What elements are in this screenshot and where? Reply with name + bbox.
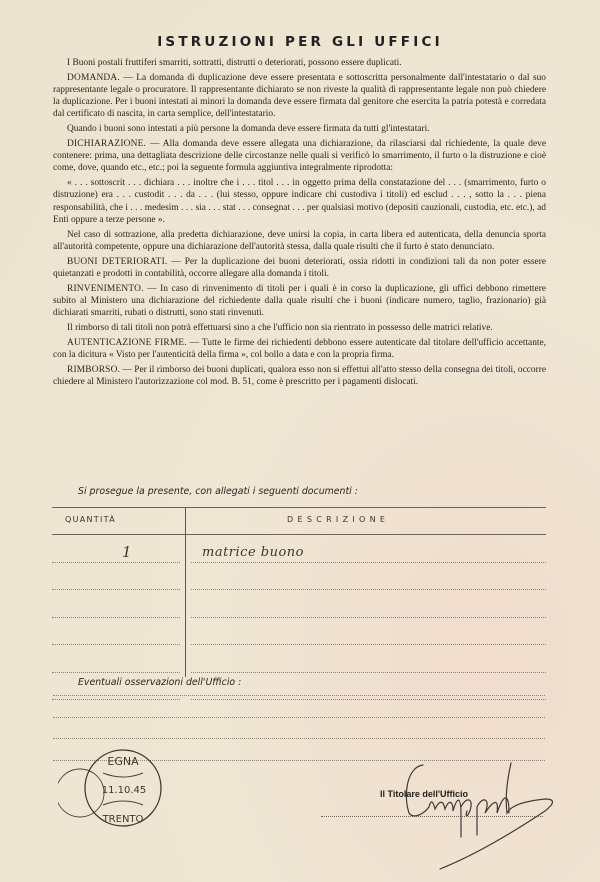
paragraph-text: — La domanda di duplicazione deve essere presentata e sottoscritta personalmente dall'intestatario o dal suo rappresentante legale o procuratore. Il rappresentante dichiarato se non riveste la qualità di rappresentante legale non può chiedere la duplicazione. Per i buoni intestati ai minori la domanda deve essere firmata dal genitore che esercita la patria potestà e corredata dal certificato di nascita, in carta semplice, dell'intestatario. xyxy=(53,72,546,120)
paragraph-heading: RINVENIMENTO. xyxy=(67,283,144,294)
header-bottom-rule xyxy=(52,534,546,535)
column-header-descrizione: DESCRIZIONE xyxy=(287,515,390,524)
instruction-paragraph xyxy=(53,72,546,121)
postmark-stamp xyxy=(58,745,178,835)
stamp-lower-arc xyxy=(103,801,143,805)
description-line[interactable] xyxy=(191,617,546,618)
description-line[interactable] xyxy=(191,562,546,563)
signature-label: Il Titolare dell'Ufficio xyxy=(380,789,468,799)
stamp-town: EGNA xyxy=(107,755,139,768)
quantity-line[interactable] xyxy=(52,672,180,673)
document-title: ISTRUZIONI PER GLI UFFICI xyxy=(157,34,443,50)
observation-line[interactable] xyxy=(53,738,545,739)
paragraph-heading: DICHIARAZIONE. xyxy=(67,139,147,149)
description-line[interactable] xyxy=(191,699,546,700)
quantity-value: 1 xyxy=(122,542,132,561)
table-top-rule xyxy=(52,507,546,508)
description-line[interactable] xyxy=(191,589,546,590)
paragraph-heading: DOMANDA. xyxy=(67,72,120,83)
stamp-upper-arc xyxy=(103,773,143,777)
paragraph-heading: AUTENTICAZIONE FIRME. xyxy=(67,337,187,348)
quantity-line[interactable] xyxy=(52,617,180,618)
quantity-line[interactable] xyxy=(52,562,180,563)
quantity-line[interactable] xyxy=(52,644,180,645)
instruction-paragraph xyxy=(53,364,546,388)
instruction-paragraph xyxy=(53,283,546,320)
paragraph-text: — Per la duplicazione dei buoni deteriorati, ossia ridotti in condizioni tali da non poter essere quietanzati e prodotti in contabilità, occorre allegare alla domanda i titoli. xyxy=(53,256,546,279)
paragraph-text: « . . . sottoscrit . . . dichiara . . . inoltre che i . . . titol . . . in oggetto prima della constatazione del . . . (smarrimento, furto o distruzione) era . . . custodit . . . da . . . (lui stesso, oppure indicare chi custodiva i titoli) ed esclud . . . , sotto la . . . piena responsabilità, che i . . . medesim . . . sia . . . stat . . . consegnat . . . per qualsiasi motivo (depositi cauzionali, custodia, etc. etc.), ad Enti oppure a terze persone ». xyxy=(53,178,546,225)
stamp-province: TRENTO xyxy=(102,814,144,825)
instruction-paragraph xyxy=(53,322,546,334)
instructions-body xyxy=(53,57,546,391)
column-divider xyxy=(185,507,186,677)
paragraph-text: Nel caso di sottrazione, alla predetta dichiarazione, deve unirsi la copia, in carta libera ed autenticata, della denuncia sporta all'autorità competente, oppure una dichiarazione dell'autorità stessa, dalla quale risulti che il furto è stato denunciato. xyxy=(53,229,546,252)
stamp-date: 11.10.45 xyxy=(101,785,147,796)
paragraph-text: — Tutte le firme dei richiedenti debbono essere autenticate dal titolare dell'ufficio accettante, con la dicitura « Visto per l'autenticità della firma », col bollo a data e con la propria firma. xyxy=(53,337,547,360)
paragraph-text: — In caso di rinvenimento di titoli per i quali è in corso la duplicazione, gli uffici debbono rimettere subito al Ministero una dichiarazione del richiedente dalla quale risulti che i buoni (indicare numero, taglio, frazionario) già dichiarati smarriti, rubati o distrutti, sono stati rinvenuti. xyxy=(53,283,546,319)
paragraph-text: Quando i buoni sono intestati a più persone la domanda deve essere firmata da tutti gl'intestatari. xyxy=(67,124,430,135)
handwritten-signature xyxy=(395,755,575,875)
quantity-line[interactable] xyxy=(52,589,180,590)
attachments-table xyxy=(52,507,546,677)
column-header-quantita: QUANTITÀ xyxy=(65,515,116,524)
description-line[interactable] xyxy=(191,644,546,645)
paragraph-heading: RIMBORSO. xyxy=(67,364,121,375)
observation-line[interactable] xyxy=(53,695,545,696)
observations-label: Eventuali osservazioni dell'Ufficio : xyxy=(78,677,242,688)
paragraph-text: Il rimborso di tali titoli non potrà effettuarsi sino a che l'ufficio non sia rientrato in possesso delle matrici relative. xyxy=(67,322,493,333)
description-value: matrice buono xyxy=(202,544,305,560)
paragraph-text: I Buoni postali fruttiferi smarriti, sottratti, distrutti o deteriorati, possono essere duplicati. xyxy=(67,58,402,68)
attachments-intro: Si prosegue la presente, con allegati i seguenti documenti : xyxy=(78,486,358,497)
description-line[interactable] xyxy=(191,672,546,673)
instruction-paragraph xyxy=(53,337,546,361)
signature-stroke xyxy=(406,763,552,869)
instruction-paragraph xyxy=(53,57,546,69)
instruction-paragraph xyxy=(53,177,546,226)
instruction-paragraph xyxy=(53,256,546,280)
paragraph-heading: BUONI DETERIORATI. xyxy=(67,256,168,267)
stamp-partial-circle xyxy=(58,769,104,817)
instruction-paragraph xyxy=(53,138,546,175)
quantity-line[interactable] xyxy=(52,699,180,700)
paragraph-text: — Per il rimborso dei buoni duplicati, qualora esso non si effettui all'atto stesso della consegna dei titoli, occorre chiedere al Ministero l'autorizzazione col mod. B. 51, come è prescritto per i pagamenti dislocati. xyxy=(53,364,546,387)
instruction-paragraph xyxy=(53,123,546,135)
observation-line[interactable] xyxy=(53,717,545,718)
instruction-paragraph xyxy=(53,229,546,253)
paragraph-text: — Alla domanda deve essere allegata una dichiarazione, da rilasciarsi dal richiedente, la quale deve contenere: prima, una dettagliata descrizione delle circostanze nelle quali si verificò lo smarrimento, il furto o la distruzione e cioè come, dove, quando etc., etc.; poi la seguente formula aggiuntiva integralmente riprodotta: xyxy=(53,139,546,174)
